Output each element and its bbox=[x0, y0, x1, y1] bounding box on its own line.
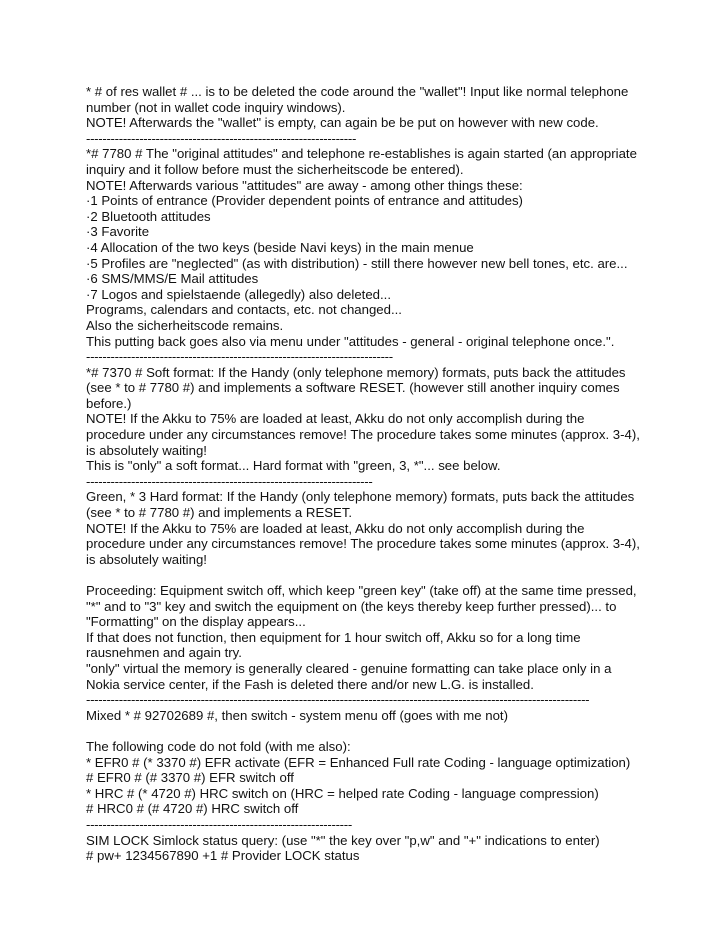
list-item: ·1 Points of entrance (Provider dependent points of entrance and attitudes) bbox=[86, 193, 523, 209]
list-item: ·5 Profiles are "neglected" (as with distribution) - still there however new bell tones, etc. are... bbox=[86, 255, 628, 271]
text-line: procedure under any circumstances remove! The procedure takes some minutes (approx. 3-4), bbox=[86, 536, 640, 552]
text-line: before.) bbox=[86, 395, 132, 411]
text-line: "only" virtual the memory is generally cleared - genuine formatting can take place only in a bbox=[86, 660, 612, 676]
list-item: ·3 Favorite bbox=[86, 224, 150, 240]
text-line: * HRC # (* 4720 #) HRC switch on (HRC = helped rate Coding - language compression) bbox=[86, 785, 599, 801]
separator-line: --------------------------------------------------------------------------------------------------------------------------- bbox=[86, 692, 590, 708]
text-line: Programs, calendars and contacts, etc. not changed... bbox=[86, 302, 402, 318]
text-line: If that does not function, then equipment for 1 hour switch off, Akku so for a long time bbox=[86, 629, 581, 645]
text-line: is absolutely waiting! bbox=[86, 551, 207, 567]
text-line: SIM LOCK Simlock status query: (use "*" the key over "p,w" and "+" indications to enter) bbox=[86, 832, 600, 848]
text-line: "*" and to "3" key and switch the equipment on (the keys thereby keep further pressed)... to bbox=[86, 598, 617, 614]
text-line: # pw+ 1234567890 +1 # Provider LOCK status bbox=[86, 848, 360, 864]
text-line: procedure under any circumstances remove! The procedure takes some minutes (approx. 3-4), bbox=[86, 427, 640, 443]
text-line: NOTE! Afterwards the "wallet" is empty, can again be be put on however with new code. bbox=[86, 115, 599, 131]
text-line: This putting back goes also via menu under "attitudes - general - original telephone once.". bbox=[86, 333, 615, 349]
list-item: ·6 SMS/MMS/E Mail attitudes bbox=[86, 271, 259, 287]
separator-line: ---------------------------------------------------------------------- bbox=[86, 473, 373, 489]
separator-line: ----------------------------------------------------------------- bbox=[86, 816, 352, 832]
list-item: ·2 Bluetooth attitudes bbox=[86, 208, 211, 224]
separator-line: --------------------------------------------------------------------------- bbox=[86, 349, 393, 365]
blank-line bbox=[86, 723, 646, 739]
text-line: *# 7780 # The "original attitudes" and telephone re-establishes is again started (an appropriate bbox=[86, 146, 637, 162]
text-line: Green, * 3 Hard format: If the Handy (only telephone memory) formats, puts back the attitudes bbox=[86, 489, 635, 505]
text-line: *# 7370 # Soft format: If the Handy (only telephone memory) formats, puts back the attitudes bbox=[86, 364, 626, 380]
text-line: NOTE! If the Akku to 75% are loaded at least, Akku do not only accomplish during the bbox=[86, 411, 585, 427]
text-line: * EFR0 # (* 3370 #) EFR activate (EFR = Enhanced Full rate Coding - language optimization) bbox=[86, 754, 631, 770]
text-line: (see * to # 7780 #) and implements a RESET. bbox=[86, 505, 353, 521]
text-line: rausnehmen and again try. bbox=[86, 645, 242, 661]
text-line: (see * to # 7780 #) and implements a software RESET. (however still another inquiry comes bbox=[86, 380, 620, 396]
list-item: ·4 Allocation of the two keys (beside Navi keys) in the main menue bbox=[86, 239, 474, 255]
separator-line: ------------------------------------------------------------------ bbox=[86, 130, 357, 146]
list-item: ·7 Logos and spielstaende (allegedly) also deleted... bbox=[86, 286, 391, 302]
text-line: * # of res wallet # ... is to be deleted the code around the "wallet"! Input like normal telephone bbox=[86, 84, 629, 99]
text-line: "Formatting" on the display appears... bbox=[86, 614, 306, 630]
text-line: number (not in wallet code inquiry windows). bbox=[86, 99, 346, 115]
text-line: Also the sicherheitscode remains. bbox=[86, 317, 284, 333]
text-line: The following code do not fold (with me also): bbox=[86, 738, 351, 754]
text-line: inquiry and it follow before must the sicherheitscode be entered). bbox=[86, 161, 464, 177]
text-line: Proceeding: Equipment switch off, which keep "green key" (take off) at the same time pressed, bbox=[86, 583, 637, 598]
text-line: Mixed * # 92702689 #, then switch - system menu off (goes with me not) bbox=[86, 707, 508, 723]
document-page bbox=[86, 84, 646, 864]
text-line: NOTE! If the Akku to 75% are loaded at least, Akku do not only accomplish during the bbox=[86, 520, 585, 536]
text-line: # EFR0 # (# 3370 #) EFR switch off bbox=[86, 770, 294, 786]
text-line: This is "only" a soft format... Hard format with "green, 3, *"... see below. bbox=[86, 458, 501, 474]
blank-line bbox=[86, 567, 646, 583]
text-line: # HRC0 # (# 4720 #) HRC switch off bbox=[86, 801, 299, 817]
text-line: is absolutely waiting! bbox=[86, 442, 207, 458]
text-line: NOTE! Afterwards various "attitudes" are away - among other things these: bbox=[86, 177, 523, 193]
text-line: Nokia service center, if the Fash is deleted there and/or new L.G. is installed. bbox=[86, 676, 534, 692]
